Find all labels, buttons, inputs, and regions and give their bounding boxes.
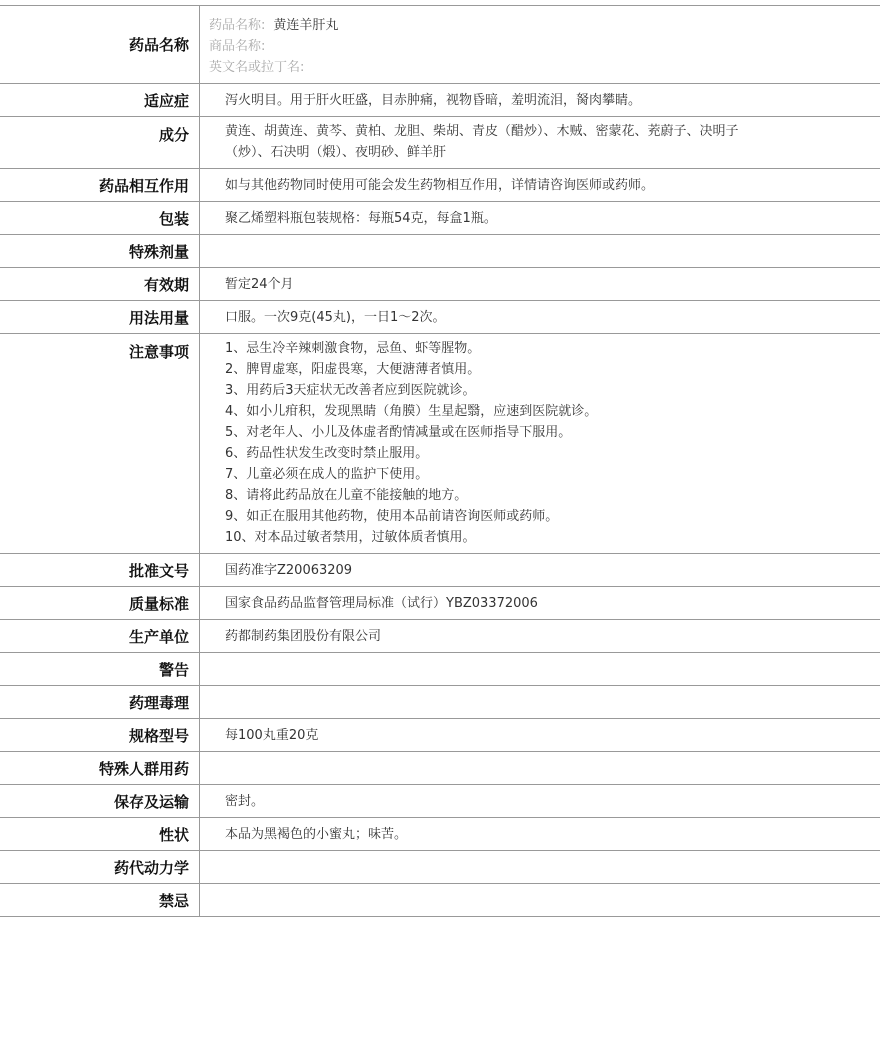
row-storage <box>0 785 880 818</box>
value-expiry: 暂定24个月 <box>225 276 294 292</box>
label-special-dose: 特殊剂量 <box>0 235 200 267</box>
value-indication: 泻火明目。用于肝火旺盛，目赤肿痛，视物昏暗，羞明流泪，胬肉攀睛。 <box>225 92 642 108</box>
row-drug-names <box>0 6 880 84</box>
english-name-key: 英文名或拉丁名: <box>209 60 305 75</box>
label-indication: 适应症 <box>0 84 200 116</box>
precaution-item: 10、对本品过敏者禁用，过敏体质者慎用。 <box>225 530 476 545</box>
value-usage: 口服。一次9克(45丸)，一日1～2次。 <box>225 309 446 325</box>
row-pharmacology <box>0 686 880 719</box>
value-ingredients <box>200 117 880 168</box>
precaution-item: 3、用药后3天症状无改善者应到医院就诊。 <box>225 383 476 398</box>
precaution-item: 9、如正在服用其他药物，使用本品前请咨询医师或药师。 <box>225 509 559 524</box>
row-manufacturer <box>0 620 880 653</box>
precaution-item: 5、对老年人、小儿及体虚者酌情减量或在医师指导下服用。 <box>225 425 572 440</box>
row-ingredients <box>0 117 880 169</box>
row-packaging <box>0 202 880 235</box>
row-appearance <box>0 818 880 851</box>
row-pharmacokinetics <box>0 851 880 884</box>
precaution-item: 6、药品性状发生改变时禁止服用。 <box>225 446 429 461</box>
precaution-item: 1、忌生冷辛辣刺激食物，忌鱼、虾等腥物。 <box>225 341 481 356</box>
label-expiry: 有效期 <box>0 268 200 300</box>
row-quality-standard <box>0 587 880 620</box>
value-quality-standard: 国家食品药品监督管理局标准（试行）YBZ03372006 <box>225 595 538 611</box>
label-storage: 保存及运输 <box>0 785 200 817</box>
label-appearance: 性状 <box>0 818 200 850</box>
generic-name-value: 黄连羊肝丸 <box>273 18 339 33</box>
ingredients-line-2: （炒）、石决明（煅）、夜明砂、鲜羊肝 <box>225 145 447 160</box>
precaution-item: 4、如小儿疳积，发现黑睛（角膜）生星起翳，应速到医院就诊。 <box>225 404 598 419</box>
label-packaging: 包装 <box>0 202 200 234</box>
row-special-groups <box>0 752 880 785</box>
value-contraindications <box>200 884 880 916</box>
row-special-dose <box>0 235 880 268</box>
label-ingredients: 成分 <box>0 117 200 168</box>
trade-name-line <box>209 36 870 57</box>
label-pharmacology: 药理毒理 <box>0 686 200 718</box>
row-expiry <box>0 268 880 301</box>
trade-name-key: 商品名称: <box>209 39 266 54</box>
value-appearance: 本品为黑褐色的小蜜丸；味苦。 <box>225 826 408 842</box>
row-warning <box>0 653 880 686</box>
label-quality-standard: 质量标准 <box>0 587 200 619</box>
generic-name-key: 药品名称: <box>209 18 266 33</box>
row-usage <box>0 301 880 334</box>
label-specification: 规格型号 <box>0 719 200 751</box>
ingredients-line-1: 黄连、胡黄连、黄芩、黄柏、龙胆、柴胡、青皮（醋炒）、木贼、密蒙花、茺蔚子、决明子 <box>225 124 739 139</box>
label-approval-number: 批准文号 <box>0 554 200 586</box>
row-approval-number <box>0 554 880 587</box>
value-pharmacology <box>200 686 880 718</box>
value-manufacturer: 药都制药集团股份有限公司 <box>225 628 382 644</box>
precaution-item: 2、脾胃虚寒，阳虚畏寒，大便溏薄者慎用。 <box>225 362 481 377</box>
row-contraindications <box>0 884 880 917</box>
label-manufacturer: 生产单位 <box>0 620 200 652</box>
value-special-groups <box>200 752 880 784</box>
english-name-line <box>209 57 870 78</box>
value-interaction: 如与其他药物同时使用可能会发生药物相互作用，详情请咨询医师或药师。 <box>225 177 655 193</box>
value-approval-number: 国药准字Z20063209 <box>225 562 353 578</box>
value-warning <box>200 653 880 685</box>
value-precautions <box>200 334 880 553</box>
generic-name-line <box>209 15 870 36</box>
label-interaction: 药品相互作用 <box>0 169 200 201</box>
drug-info-table <box>0 5 880 917</box>
label-pharmacokinetics: 药代动力学 <box>0 851 200 883</box>
value-pharmacokinetics <box>200 851 880 883</box>
value-packaging: 聚乙烯塑料瓶包装规格：每瓶54克，每盒1瓶。 <box>225 210 497 226</box>
label-special-groups: 特殊人群用药 <box>0 752 200 784</box>
label-drug-name: 药品名称 <box>0 6 200 83</box>
label-precautions: 注意事项 <box>0 334 200 553</box>
value-drug-names <box>200 6 880 83</box>
row-interaction <box>0 169 880 202</box>
value-storage: 密封。 <box>225 793 265 809</box>
label-contraindications: 禁忌 <box>0 884 200 916</box>
label-usage: 用法用量 <box>0 301 200 333</box>
row-specification <box>0 719 880 752</box>
row-indication <box>0 84 880 117</box>
precaution-item: 8、请将此药品放在儿童不能接触的地方。 <box>225 488 468 503</box>
row-precautions <box>0 334 880 554</box>
label-warning: 警告 <box>0 653 200 685</box>
precaution-item: 7、儿童必须在成人的监护下使用。 <box>225 467 429 482</box>
value-special-dose <box>200 235 880 267</box>
value-specification: 每100丸重20克 <box>225 727 319 743</box>
